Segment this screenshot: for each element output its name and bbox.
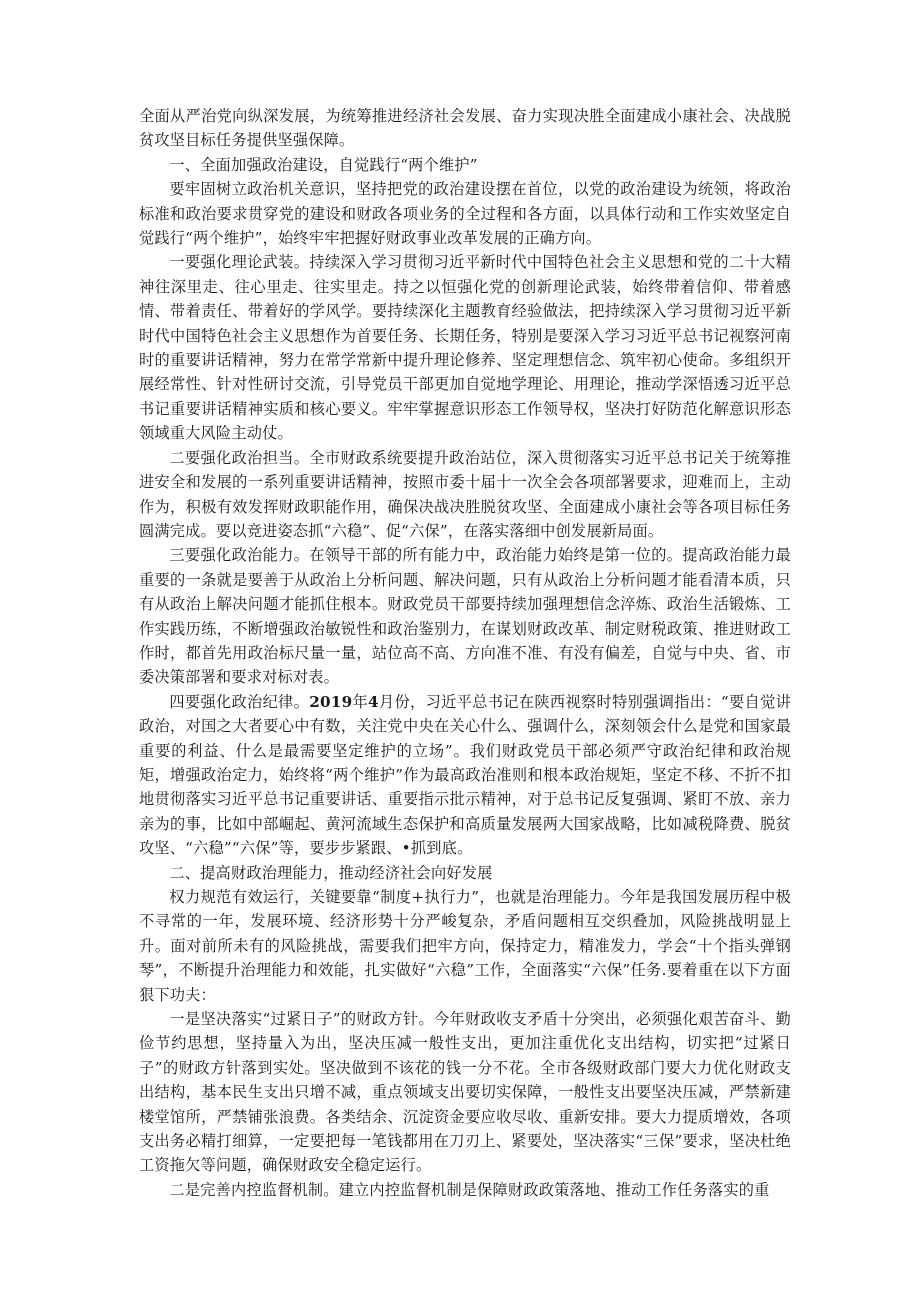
paragraph: 要牢固树立政治机关意识，坚持把党的政治建设摆在首位，以党的政治建设为统领，将政治标准和政治要求贯穿党的建设和财政各项业务的全过程和各方面，以具体行动和工作实效坚定自觉践行“两个维护”，始终牢牢把握好财政事业改革发展的正确方向。 <box>139 180 791 248</box>
paragraph-intro: 全面从严治党向纵深发展，为统筹推进经济社会发展、奋力实现决胜全面建成小康社会、决战脱贫攻坚目标任务提供坚强保障。 <box>139 107 791 150</box>
paragraph-text: 月份，习近平总书记在陕西视察时特别强调指出：“要自觉讲政治，对国之大者要心中有数，关注党中央在关心什么、强调什么，深刻领会什么是党和国家最重要的利益、什么是最需要坚定维护的立场”。我们财政党员干部必须严守政治纪律和政治规矩，增强政治定力，始终将“两个维护”作为最高政治准则和根本政治规矩，坚定不移、不折不扣地贯彻落实习近平总书记重要讲话、重要指示批示精神，对于总书记反复强调、紧盯不放、亲力亲为的事，比如中部崛起、黄河流域生态保护和高质量发展两大国家战略，比如减税降费、脱贫攻坚、“六稳”“六保”等，要步步紧跟、•抓到底。 <box>139 692 791 858</box>
month-number: 4 <box>368 692 379 711</box>
paragraph: 二是完善内控监督机制。建立内控监督机制是保障财政政策落地、推动工作任务落实的重 <box>169 1180 770 1199</box>
paragraph: 一是坚决落实“过紧日子”的财政方针。今年财政收支矛盾十分突出，必须强化艰苦奋斗、勤俭节约思想，坚持量入为出，坚决压减一般性支出，更加注重优化支出结构，切实把“过紧日子”的财政方针落到实处。坚决做到不该花的钱一分不花。全市各级财政部门要大力优化财政支出结构，基本民生支出只增不减，重点领域支出要切实保障，一般性支出要坚决压减，严禁新建楼堂馆所，严禁铺张浪费。各类结余、沉淀资金要应收尽收、重新安排。要大力提质增效，各项支出务必精打细算，一定要把每一笔钱都用在刀刃上、紧要处，坚决落实“三保”要求，坚决杜绝工资拖欠等问题，确保财政安全稳定运行。 <box>139 1010 791 1175</box>
section-heading-1: 一、全面加强政治建设，自觉践行“两个维护” <box>169 155 478 174</box>
document-page <box>139 104 791 1202</box>
paragraph: 三要强化政治能力。在领导干部的所有能力中，政治能力始终是第一位的。提高政治能力最重要的一条就是要善于从政治上分析问题、解决问题，只有从政治上分析问题才能看清本质，只有从政治上解决问题才能抓住根本。财政党员干部要持续加强理想信念淬炼、政治生活锻炼、工作实践历练，不断增强政治敏锐性和政治鉴别力，在谋划财政改革、制定财税政策、推进财政工作时，都首先用政治标尺量一量，站位高不高、方向准不准、有没有偏差，自觉与中央、省、市委决策部署和要求对标对表。 <box>139 546 791 687</box>
paragraph: 一要强化理论武装。持续深入学习贯彻习近平新时代中国特色社会主义思想和党的二十大精神往深里走、往心里走、往实里走。持之以恒强化党的创新理论武装，始终带着信仰、带着感情、带着责任、带着好的学风学。要持续深化主题教育经验做法，把持续深入学习贯彻习近平新时代中国特色社会主义思想作为首要任务、长期任务，特别是要深入学习习近平总书记视察河南时的重要讲话精神，努力在常学常新中提升理论修养、坚定理想信念、筑牢初心使命。多组织开展经常性、针对性研讨交流，引导党员干部更加自觉地学理论、用理论，推动学深悟透习近平总书记重要讲话精神实质和核心要义。牢牢掌握意识形态工作领导权，坚决打好防范化解意识形态领域重大风险主动仗。 <box>139 253 791 443</box>
paragraph-text: 年 <box>352 692 369 711</box>
year-number: 2019 <box>309 692 353 711</box>
paragraph-text: 四要强化政治纪律。 <box>169 692 310 711</box>
paragraph: 权力规范有效运行，关键要靠“制度+执行力”，也就是治理能力。今年是我国发展历程中极不寻常的一年，发展环境、经济形势十分严峻复杂，矛盾问题相互交织叠加，风险挑战明显上升。面对前所未有的风险挑战，需要我们把牢方向，保持定力，精准发力，学会“十个指头弹钢琴”，不断提升治理能力和效能，扎实做好“六稳”工作，全面落实“六保”任务.要着重在以下方面狠下功夫： <box>139 888 791 1004</box>
paragraph: 二要强化政治担当。全市财政系统要提升政治站位，深入贯彻落实习近平总书记关于统筹推进安全和发展的一系列重要讲话精神，按照市委十届十一次全会各项部署要求，迎难而上，主动作为，积极有效发挥财政职能作用，确保决战决胜脱贫攻坚、全面建成小康社会等各项目标任务圆满完成。要以竞进姿态抓“六稳”、促“六保”，在落实落细中创发展新局面。 <box>139 448 791 540</box>
section-heading-2: 二、提高财政治理能力，推动经济社会向好发展 <box>169 863 493 882</box>
paragraph-political-discipline <box>139 690 791 861</box>
